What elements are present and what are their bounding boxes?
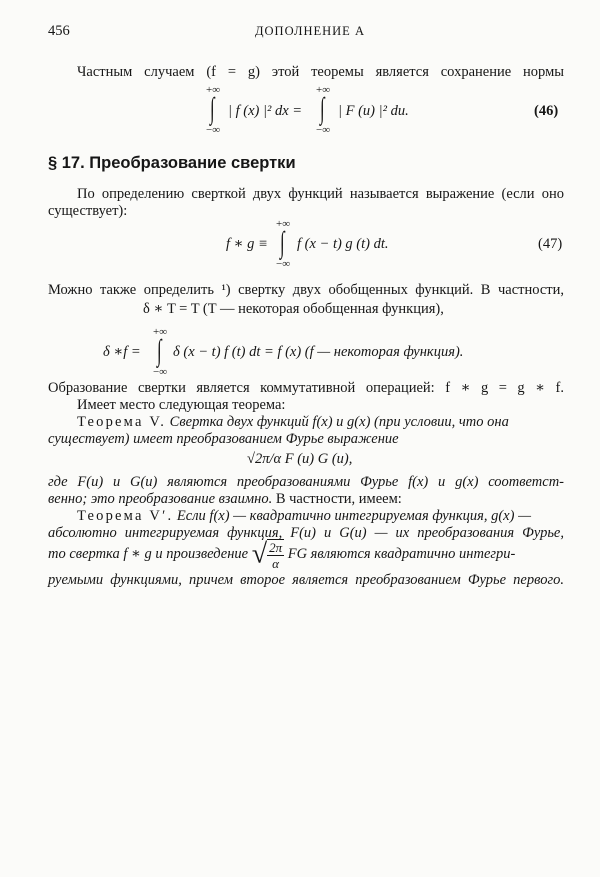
- eq47-body: f (x − t) g (t) dt.: [297, 236, 389, 252]
- theorem5-line-2: существует) имеет преобразованием Фурье выражение: [48, 431, 399, 447]
- eq-delta-upper-limit: +∞: [153, 326, 168, 338]
- theorem5p-line-4: руемыми функциями, причем второе является преобразованием Фурье первого.: [48, 572, 564, 588]
- eq46-number: (46): [534, 103, 559, 119]
- theorem5-label: Теорема V.: [77, 414, 167, 430]
- definition-line-2: существует):: [48, 203, 128, 219]
- theorem5p-line-2: абсолютно интегрируемая функция, F(u) и G(u) — их преобразования Фурье,: [48, 525, 564, 541]
- theorem5p-label: Теорема V′.: [77, 508, 174, 524]
- eq-delta-lower-limit: −∞: [153, 366, 168, 378]
- running-header: ДОПОЛНЕНИЕ А: [255, 24, 365, 38]
- commutative-line: Образование свертки является коммутативной операцией: f ∗ g = g ∗ f.: [48, 380, 564, 396]
- theorem5p-line-3: то свертка f ∗ g и произведение √ $\frac{2\pi}{\alpha}$ FG являются квадратично интегри-: [48, 538, 516, 571]
- generalized-line-1: Можно также определить ¹) свертку двух обобщенных функций. В частности,: [48, 282, 564, 298]
- page-number: 456: [48, 23, 70, 39]
- eq46-lower-limit-1: −∞: [206, 124, 221, 136]
- eq47-upper-limit: +∞: [276, 218, 291, 230]
- theorem5-formula: √2π/α F (u) G (u),: [247, 451, 353, 467]
- eq46-upper-limit-1: +∞: [206, 84, 221, 96]
- eq46-upper-limit-2: +∞: [316, 84, 331, 96]
- eq47-integral: ∫: [280, 226, 285, 259]
- section-title: § 17. Преобразование свертки: [48, 154, 296, 172]
- eq-delta-body: δ (x − t) f (t) dt = f (x) (f — некоторая функция).: [173, 344, 464, 360]
- intro-line: Частным случаем (f = g) этой теоремы является сохранение нормы: [77, 64, 564, 80]
- eq46-left-body: | f (x) |² dx =: [228, 103, 303, 119]
- fraction: $\frac{2\pi}{\alpha}$: [269, 539, 283, 571]
- theorem5-line-1: Теорема V. Свертка двух функций f(x) и g(x) (при условии, что она: [77, 414, 509, 430]
- theorem-intro: Имеет место следующая теорема:: [77, 397, 286, 413]
- eq47-number: (47): [538, 236, 563, 252]
- theorem5p-line-1: Теорема V′. Если f(x) — квадратично интегрируемая функция, g(x) —: [77, 508, 531, 524]
- eq47-lhs: f ∗ g ≡: [226, 236, 268, 252]
- eq47-lower-limit: −∞: [276, 258, 291, 270]
- eq46-integral-2: ∫: [320, 92, 325, 125]
- eq-delta-integral: ∫: [157, 334, 162, 367]
- eq-delta-lhs: δ ∗f =: [103, 344, 141, 360]
- definition-line-1: По определению сверткой двух функций называется выражение (если оно: [77, 186, 564, 202]
- sqrt-sign: √: [251, 538, 268, 570]
- theorem5-line-3: где F(u) и G(u) являются преобразованиями Фурье f(x) и g(x) соответст-: [48, 474, 564, 490]
- eq46-right-body: | F (u) |² du.: [338, 103, 409, 119]
- eq46-lower-limit-2: −∞: [316, 124, 331, 136]
- eq46-integral-1: ∫: [210, 92, 215, 125]
- theorem5-line-4: венно; это преобразование взаимно. В частности, имеем:: [48, 491, 402, 507]
- delta-identity: δ ∗ T = T (T — некоторая обобщенная функция),: [143, 301, 444, 317]
